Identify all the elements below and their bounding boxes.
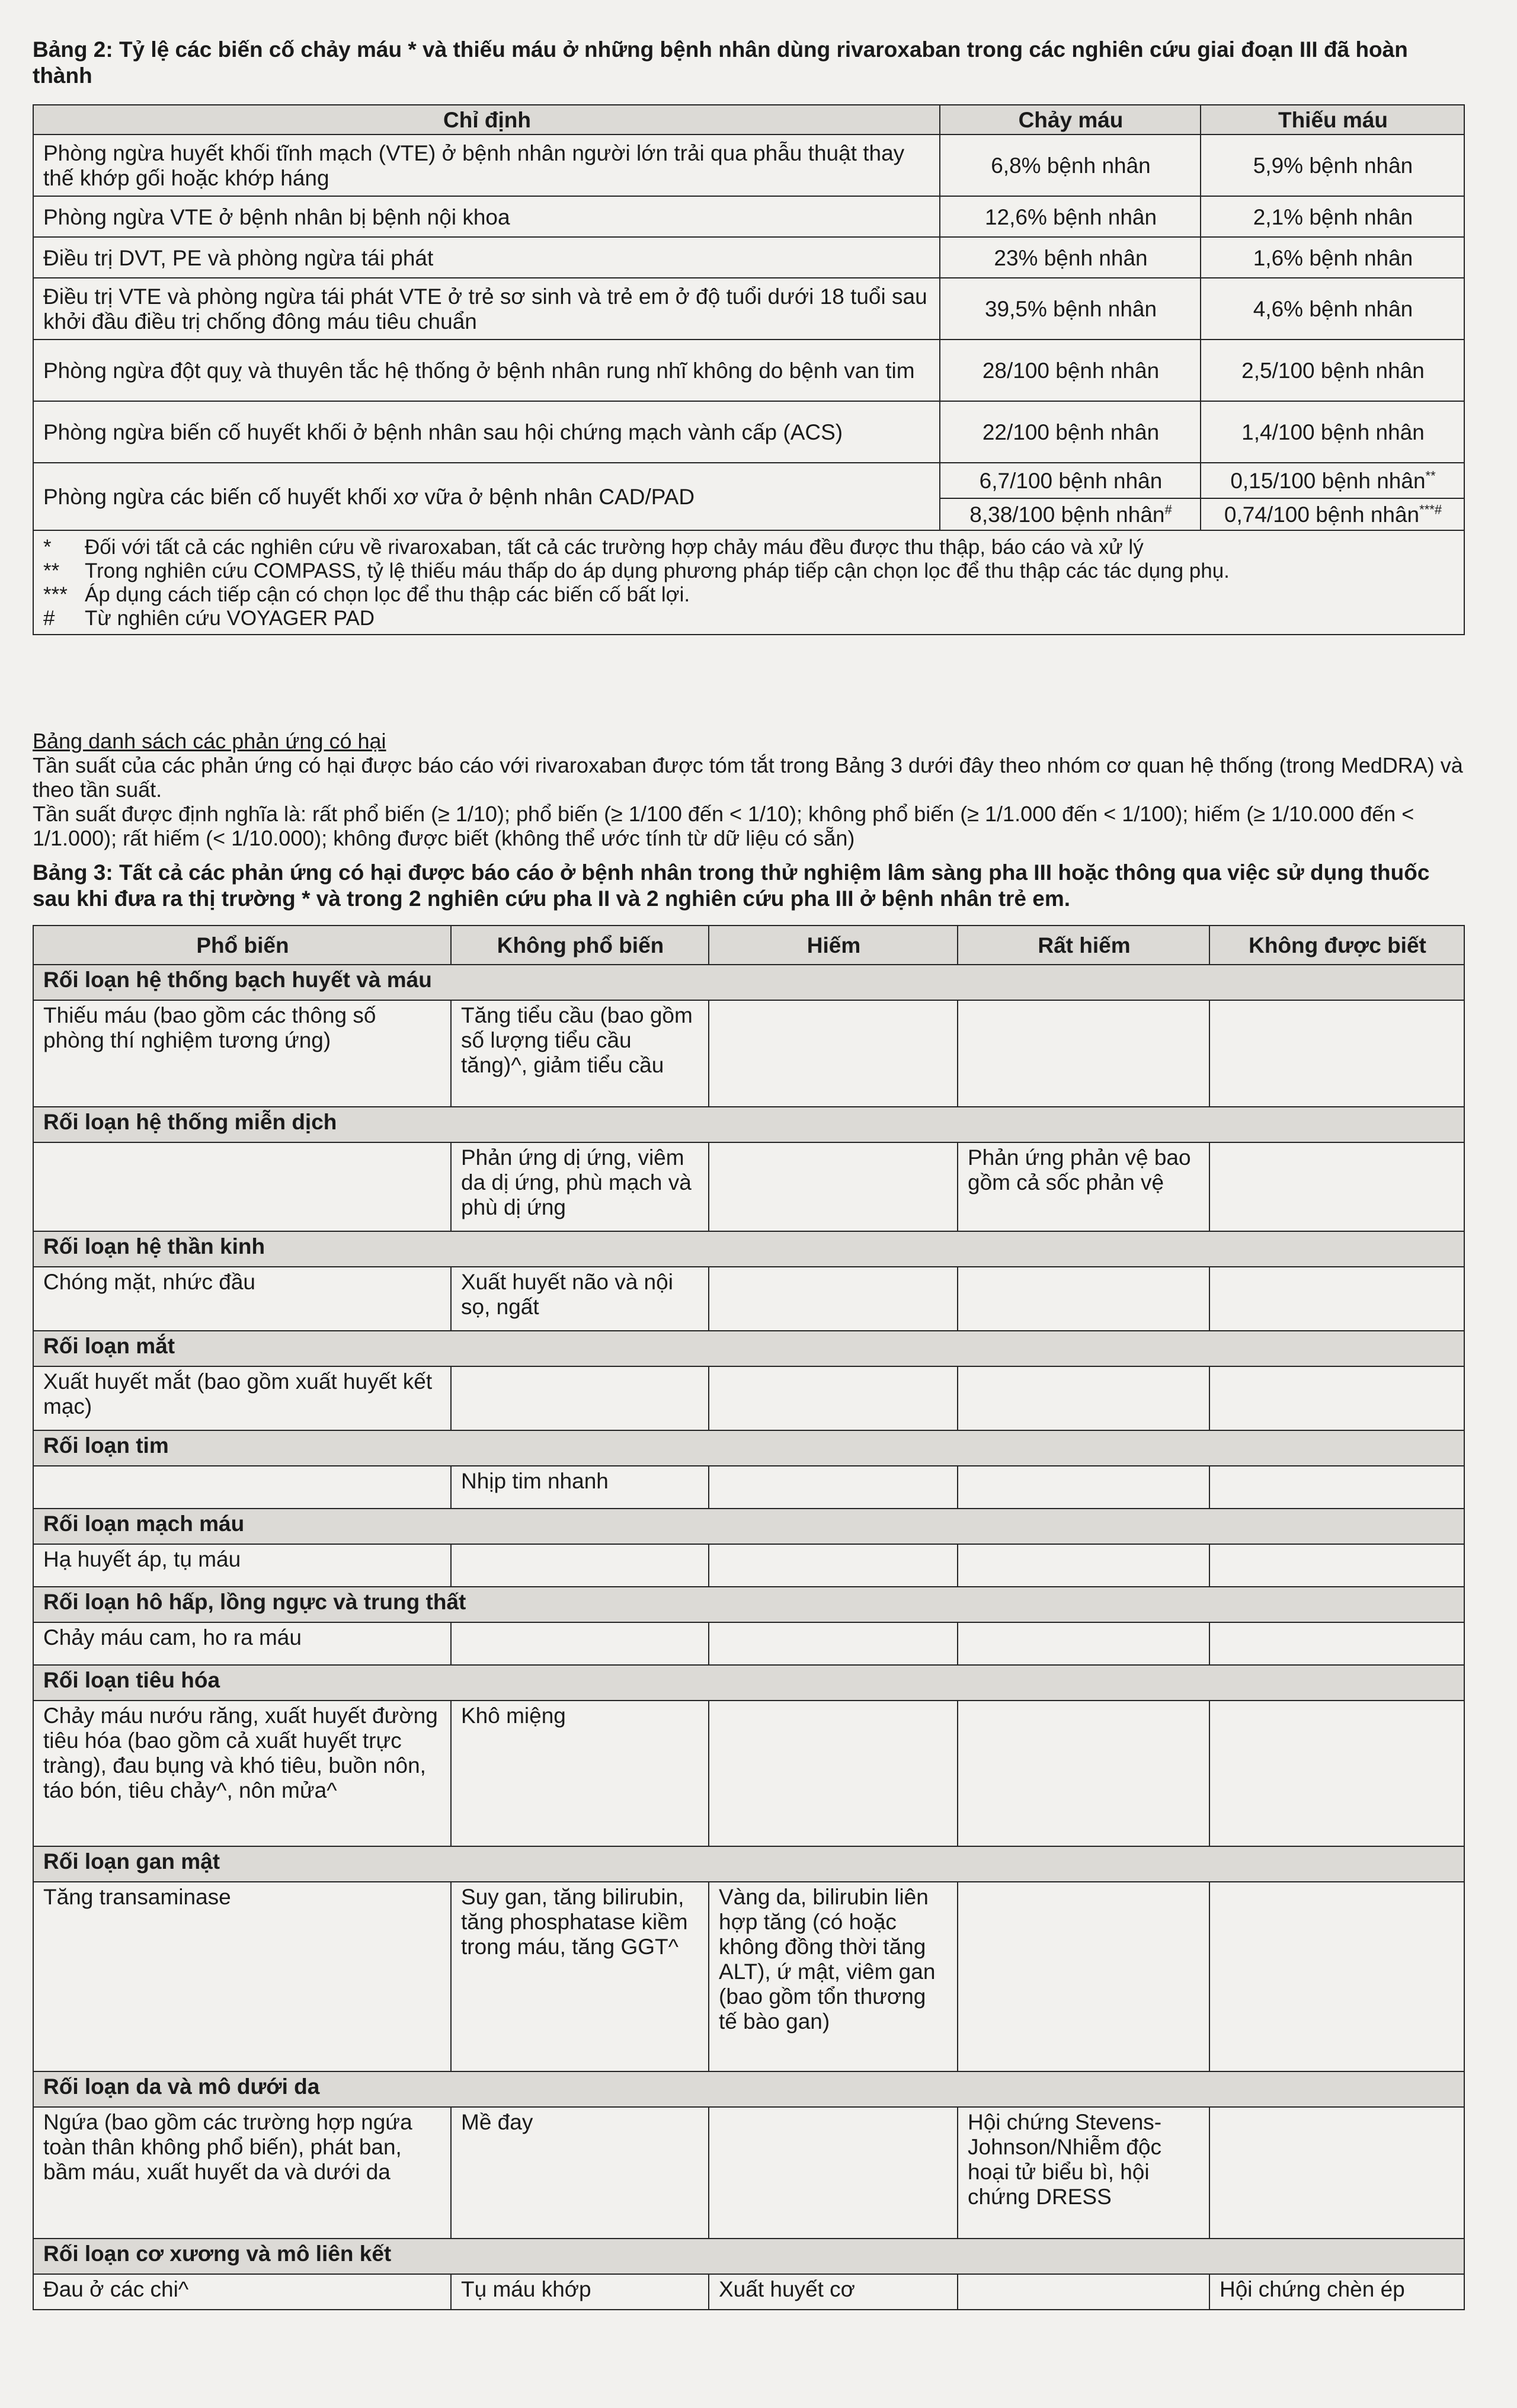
cell-very-rare: Hội chứng Stevens-Johnson/Nhiễm độc hoại tử biểu bì, hội chứng DRESS	[958, 2107, 1209, 2239]
bleeding-cell: 12,6% bệnh nhân	[940, 196, 1201, 237]
bleeding-cell: 8,38/100 bệnh nhân#	[940, 498, 1201, 530]
bleeding-cell: 6,7/100 bệnh nhân	[940, 463, 1201, 498]
category-row: Rối loạn tiêu hóa	[33, 1665, 1464, 1701]
table-row	[33, 135, 1464, 196]
indication-cell: Phòng ngừa VTE ở bệnh nhân bị bệnh nội khoa	[33, 196, 940, 237]
cell-unknown	[1209, 1366, 1464, 1430]
cell-common: Đau ở các chi^	[33, 2274, 451, 2310]
cell-unknown	[1209, 1000, 1464, 1107]
cell-very-rare	[958, 2274, 1209, 2310]
indication-cell: Phòng ngừa các biến cố huyết khối xơ vữa ở bệnh nhân CAD/PAD	[33, 463, 940, 530]
cell-very-rare	[958, 1701, 1209, 1846]
cell-uncommon: Phản ứng dị ứng, viêm da dị ứng, phù mạch và phù dị ứng	[451, 1142, 709, 1231]
table-row	[33, 278, 1464, 340]
cell-uncommon: Mề đay	[451, 2107, 709, 2239]
cell-rare	[709, 1466, 958, 1509]
cell-very-rare	[958, 1544, 1209, 1587]
cell-very-rare	[958, 1000, 1209, 1107]
cell-rare: Xuất huyết cơ	[709, 2274, 958, 2310]
cell-unknown	[1209, 2107, 1464, 2239]
cell-very-rare	[958, 1366, 1209, 1430]
indication-cell: Phòng ngừa biến cố huyết khối ở bệnh nhân sau hội chứng mạch vành cấp (ACS)	[33, 401, 940, 463]
cell-very-rare: Phản ứng phản vệ bao gồm cả sốc phản vệ	[958, 1142, 1209, 1231]
bleeding-cell: 39,5% bệnh nhân	[940, 278, 1201, 340]
anemia-cell: 0,15/100 bệnh nhân**	[1201, 463, 1464, 498]
cell-unknown: Hội chứng chèn ép	[1209, 2274, 1464, 2310]
cell-unknown	[1209, 1622, 1464, 1665]
cell-common: Hạ huyết áp, tụ máu	[33, 1544, 451, 1587]
category-row: Rối loạn mắt	[33, 1331, 1464, 1366]
table-row	[33, 401, 1464, 463]
bleeding-cell: 22/100 bệnh nhân	[940, 401, 1201, 463]
cell-uncommon	[451, 1622, 709, 1665]
bleeding-cell: 28/100 bệnh nhân	[940, 340, 1201, 401]
table3-header-common: Phổ biến	[33, 926, 451, 965]
cell-rare: Vàng da, bilirubin liên hợp tăng (có hoặc không đồng thời tăng ALT), ứ mật, viêm gan (bao gồm tổn thương tế bào gan)	[709, 1882, 958, 2071]
cell-uncommon	[451, 1366, 709, 1430]
table2-title: Bảng 2: Tỷ lệ các biến cố chảy máu * và thiếu máu ở những bệnh nhân dùng rivaroxaban trong các nghiên cứu giai đoạn III đã hoàn thành	[33, 37, 1408, 88]
bleeding-cell: 23% bệnh nhân	[940, 237, 1201, 278]
indication-cell: Phòng ngừa huyết khối tĩnh mạch (VTE) ở bệnh nhân người lớn trải qua phẫu thuật thay thế khớp gối hoặc khớp háng	[33, 135, 940, 196]
adr-paragraph-1: Tần suất của các phản ứng có hại được báo cáo với rivaroxaban được tóm tắt trong Bảng 3 dưới đây theo nhóm cơ quan hệ thống (trong MedDRA) và theo tần suất.	[33, 753, 1463, 802]
category-row: Rối loạn da và mô dưới da	[33, 2071, 1464, 2107]
cell-rare	[709, 2107, 958, 2239]
table-row	[33, 1882, 1464, 2071]
cell-unknown	[1209, 1142, 1464, 1231]
table3-header-rare: Hiếm	[709, 926, 958, 965]
cell-uncommon: Khô miệng	[451, 1701, 709, 1846]
cell-uncommon: Tụ máu khớp	[451, 2274, 709, 2310]
footnote: # Từ nghiên cứu VOYAGER PAD	[43, 607, 375, 630]
cell-rare	[709, 1366, 958, 1430]
cell-very-rare	[958, 1882, 1209, 2071]
cell-unknown	[1209, 1466, 1464, 1509]
table-row	[33, 1366, 1464, 1430]
table2-header-anemia: Thiếu máu	[1201, 105, 1464, 135]
table3-title: Bảng 3: Tất cả các phản ứng có hại được báo cáo ở bệnh nhân trong thử nghiệm lâm sàng pha III hoặc thông qua việc sử dụng thuốc sau khi đưa ra thị trường * và trong 2 nghiên cứu pha II và 2 nghiên cứu pha III ở bệnh nhân trẻ em.	[33, 860, 1430, 911]
table-row	[33, 1622, 1464, 1665]
category-row: Rối loạn hệ thống miễn dịch	[33, 1107, 1464, 1142]
table-row	[33, 463, 1464, 498]
cell-common: Thiếu máu (bao gồm các thông số phòng thí nghiệm tương ứng)	[33, 1000, 451, 1107]
adr-section	[33, 729, 1467, 850]
anemia-cell: 1,6% bệnh nhân	[1201, 237, 1464, 278]
cell-uncommon	[451, 1544, 709, 1587]
cell-unknown	[1209, 1267, 1464, 1331]
table-row	[33, 196, 1464, 237]
cell-unknown	[1209, 1882, 1464, 2071]
anemia-cell: 0,74/100 bệnh nhân***#	[1201, 498, 1464, 530]
table-row	[33, 1142, 1464, 1231]
cell-rare	[709, 1701, 958, 1846]
cell-very-rare	[958, 1466, 1209, 1509]
table3-header-unknown: Không được biết	[1209, 926, 1464, 965]
table2-bleeding-anemia	[33, 104, 1465, 635]
cell-common: Chảy máu cam, ho ra máu	[33, 1622, 451, 1665]
category-row: Rối loạn mạch máu	[33, 1509, 1464, 1544]
cell-unknown	[1209, 1544, 1464, 1587]
cell-uncommon: Tăng tiểu cầu (bao gồm số lượng tiểu cầu tăng)^, giảm tiểu cầu	[451, 1000, 709, 1107]
cell-uncommon: Suy gan, tăng bilirubin, tăng phosphatase kiềm trong máu, tăng GGT^	[451, 1882, 709, 2071]
footnote: *** Áp dụng cách tiếp cận có chọn lọc để thu thập các biến cố bất lợi.	[43, 583, 690, 606]
cell-unknown	[1209, 1701, 1464, 1846]
indication-cell: Điều trị VTE và phòng ngừa tái phát VTE ở trẻ sơ sinh và trẻ em ở độ tuổi dưới 18 tuổi sau khởi đầu điều trị chống đông máu tiêu chuẩn	[33, 278, 940, 340]
table-row	[33, 237, 1464, 278]
bleeding-cell: 6,8% bệnh nhân	[940, 135, 1201, 196]
table-row	[33, 1701, 1464, 1846]
table3-header-very-rare: Rất hiếm	[958, 926, 1209, 965]
table2-header-bleeding: Chảy máu	[940, 105, 1201, 135]
table-row	[33, 340, 1464, 401]
cell-common: Xuất huyết mắt (bao gồm xuất huyết kết mạc)	[33, 1366, 451, 1430]
cell-rare	[709, 1142, 958, 1231]
adr-heading: Bảng danh sách các phản ứng có hại	[33, 729, 386, 753]
anemia-cell: 5,9% bệnh nhân	[1201, 135, 1464, 196]
category-row: Rối loạn hệ thống bạch huyết và máu	[33, 965, 1464, 1000]
category-row: Rối loạn gan mật	[33, 1846, 1464, 1882]
cell-common	[33, 1142, 451, 1231]
footnote: * Đối với tất cả các nghiên cứu về rivaroxaban, tất cả các trường hợp chảy máu đều được thu thập, báo cáo và xử lý	[43, 536, 1144, 559]
category-row: Rối loạn hô hấp, lồng ngực và trung thất	[33, 1587, 1464, 1622]
table3-adverse-reactions	[33, 925, 1465, 2310]
cell-uncommon: Xuất huyết não và nội sọ, ngất	[451, 1267, 709, 1331]
cell-common: Tăng transaminase	[33, 1882, 451, 2071]
cell-rare	[709, 1544, 958, 1587]
table-row	[33, 1267, 1464, 1331]
table-row	[33, 1544, 1464, 1587]
cell-rare	[709, 1000, 958, 1107]
table-row	[33, 1466, 1464, 1509]
cell-common	[33, 1466, 451, 1509]
table3-header-uncommon: Không phổ biến	[451, 926, 709, 965]
category-row: Rối loạn hệ thần kinh	[33, 1231, 1464, 1267]
anemia-cell: 4,6% bệnh nhân	[1201, 278, 1464, 340]
indication-cell: Phòng ngừa đột quỵ và thuyên tắc hệ thống ở bệnh nhân rung nhĩ không do bệnh van tim	[33, 340, 940, 401]
cell-common: Chóng mặt, nhức đầu	[33, 1267, 451, 1331]
cell-very-rare	[958, 1622, 1209, 1665]
footnote: ** Trong nghiên cứu COMPASS, tỷ lệ thiếu máu thấp do áp dụng phương pháp tiếp cận chọn lọc để thu thập các tác dụng phụ.	[43, 559, 1230, 582]
cell-uncommon: Nhịp tim nhanh	[451, 1466, 709, 1509]
anemia-cell: 1,4/100 bệnh nhân	[1201, 401, 1464, 463]
cell-very-rare	[958, 1267, 1209, 1331]
cell-rare	[709, 1622, 958, 1665]
table-row	[33, 2274, 1464, 2310]
table-row	[33, 2107, 1464, 2239]
indication-cell: Điều trị DVT, PE và phòng ngừa tái phát	[33, 237, 940, 278]
cell-rare	[709, 1267, 958, 1331]
table2-footnotes	[33, 530, 1464, 635]
anemia-cell: 2,1% bệnh nhân	[1201, 196, 1464, 237]
category-row: Rối loạn tim	[33, 1430, 1464, 1466]
cell-common: Ngứa (bao gồm các trường hợp ngứa toàn thân không phổ biến), phát ban, bầm máu, xuất huyết da và dưới da	[33, 2107, 451, 2239]
adr-paragraph-2: Tần suất được định nghĩa là: rất phổ biến (≥ 1/10); phổ biến (≥ 1/100 đến < 1/10); không phổ biến (≥ 1/1.000 đến < 1/100); hiếm (≥ 1/10.000 đến < 1/1.000); rất hiếm (< 1/10.000); không được biết (không thể ước tính từ dữ liệu có sẵn)	[33, 802, 1414, 850]
category-row: Rối loạn cơ xương và mô liên kết	[33, 2239, 1464, 2274]
table2-header-indication: Chỉ định	[33, 105, 940, 135]
anemia-cell: 2,5/100 bệnh nhân	[1201, 340, 1464, 401]
cell-common: Chảy máu nướu răng, xuất huyết đường tiêu hóa (bao gồm cả xuất huyết trực tràng), đau bụng và khó tiêu, buồn nôn, táo bón, tiêu chảy^, nôn mửa^	[33, 1701, 451, 1846]
table-row	[33, 1000, 1464, 1107]
